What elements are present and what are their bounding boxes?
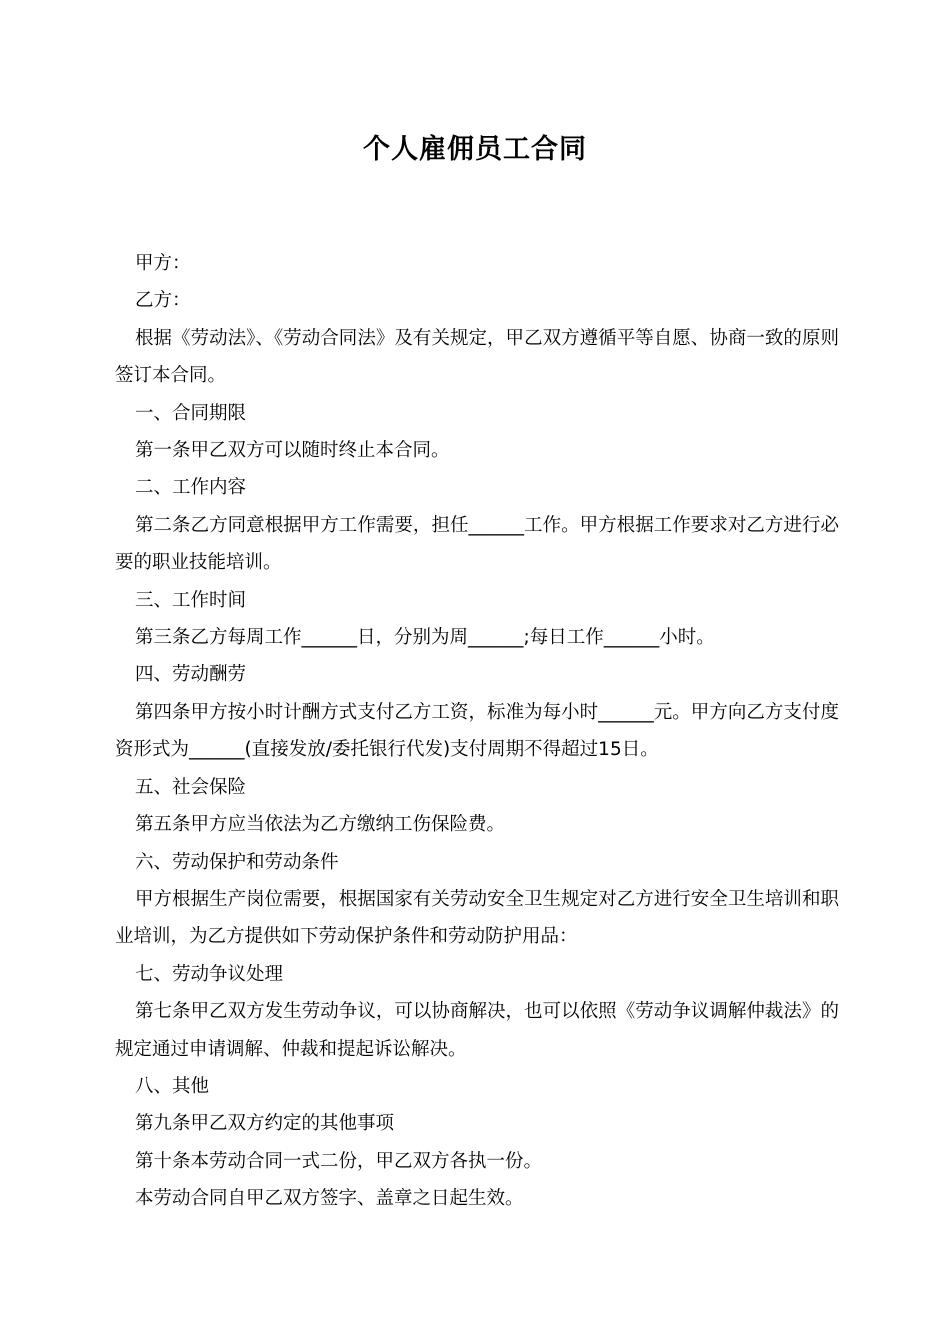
section-heading-dispute: 七、劳动争议处理 <box>135 963 284 985</box>
article-9: 第九条甲乙双方约定的其他事项 <box>135 1113 395 1135</box>
effective-clause: 本劳动合同自甲乙双方签字、盖章之日起生效。 <box>135 1188 524 1210</box>
section-heading-work-hours: 三、工作时间 <box>135 589 247 611</box>
document-title: 个人雇佣员工合同 <box>363 134 587 165</box>
preamble-paragraph: 根据《劳动法》、《劳动合同法》及有关规定，甲乙双方遵循平等自愿、协商一致的原则签订本合同。 <box>115 327 839 387</box>
section-heading-term: 一、合同期限 <box>135 402 247 424</box>
article-2: 第二条乙方同意根据甲方工作需要，担任______工作。甲方根据工作要求对乙方进行必要的职业技能培训。 <box>115 514 839 574</box>
section-heading-social-insurance: 五、社会保险 <box>135 776 247 798</box>
section-heading-work-content: 二、工作内容 <box>135 477 247 499</box>
party-a-line: 甲方： <box>135 253 191 274</box>
labor-protection-paragraph: 甲方根据生产岗位需要，根据国家有关劳动安全卫生规定对乙方进行安全卫生培训和职业培训，为乙方提供如下劳动保护条件和劳动防护用品： <box>115 888 839 948</box>
party-b-line: 乙方： <box>135 290 191 312</box>
article-10: 第十条本劳动合同一式二份，甲乙双方各执一份。 <box>135 1150 543 1172</box>
section-heading-remuneration: 四、劳动酬劳 <box>135 664 247 686</box>
document-body <box>115 245 839 1218</box>
article-5: 第五条甲方应当依法为乙方缴纳工伤保险费。 <box>135 814 506 836</box>
section-heading-other: 八、其他 <box>135 1075 210 1097</box>
article-7: 第七条甲乙双方发生劳动争议，可以协商解决，也可以依照《劳动争议调解仲裁法》的规定通过申请调解、仲裁和提起诉讼解决。 <box>115 1001 839 1060</box>
section-heading-labor-protection: 六、劳动保护和劳动条件 <box>135 851 339 873</box>
article-1: 第一条甲乙双方可以随时终止本合同。 <box>135 440 450 462</box>
article-3: 第三条乙方每周工作______日，分别为周______;每日工作______小时。 <box>135 627 715 649</box>
article-4: 第四条甲方按小时计酬方式支付乙方工资，标准为每小时______元。甲方向乙方支付度资形式为______(直接发放/委托银行代发)支付周期不得超过15日。 <box>115 701 839 761</box>
